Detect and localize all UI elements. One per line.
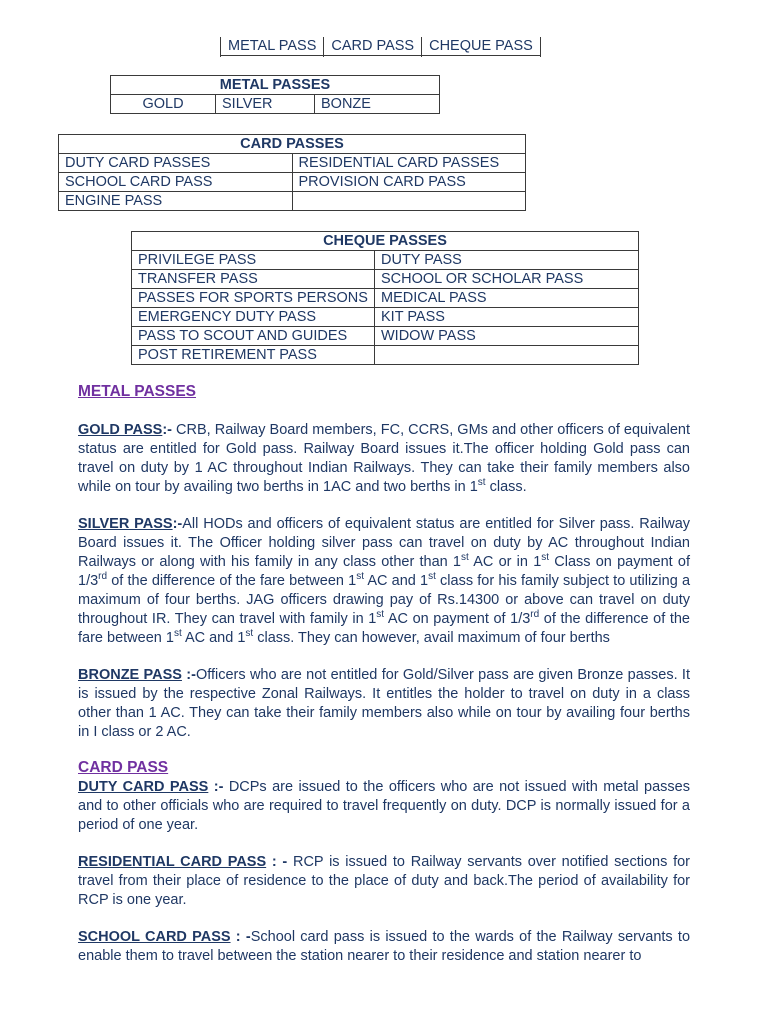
superscript: st	[477, 477, 486, 489]
text-run: Class on payment of 1/3	[78, 554, 691, 589]
superscript: st	[541, 552, 550, 564]
table-row	[111, 95, 440, 114]
paragraph-school-card-pass	[78, 928, 690, 966]
term-duty-card-pass: DUTY CARD PASS	[78, 779, 209, 795]
cheque-passes-table	[131, 231, 639, 365]
table-row	[132, 308, 639, 327]
text-run: class for his family subject to utilizing a maximum of four berths. JAG officers drawing pay of Rs.14300 or above can travel on duty throughout IR. They can travel with family in 1	[78, 573, 691, 627]
table-cell: MEDICAL PASS	[375, 289, 639, 308]
term-school-card-pass: SCHOOL CARD PASS	[78, 929, 231, 945]
superscript: st	[356, 571, 364, 583]
tab-row-underline	[220, 55, 541, 56]
text-run: AC and 1	[363, 573, 429, 589]
superscript: st	[428, 571, 436, 583]
superscript: st	[245, 628, 254, 640]
paragraph-silver-pass	[78, 515, 690, 648]
text-run: AC on payment of 1/3	[384, 611, 531, 627]
text-run: Officers who are not entitled for Gold/Silver pass are given Bronze passes. It is issued by the respective Zonal Railways. It entitles the holder to travel on duty in a class other than 1 AC. They can take their family members also while on tour by availing four berths in I class or 2 AC.	[78, 667, 690, 740]
table-row	[59, 173, 526, 192]
table-cell: DUTY PASS	[375, 251, 639, 270]
text-run: CRB, Railway Board members, FC, CCRS, GMs and other officers of equivalent status are entitled for Gold pass. Railway Board issues it.The officer holding Gold pass can travel on duty by 1 AC throughout Indian Railways. They can take their family members also while on tour by availing two berths in 1AC and two berths in 1	[78, 422, 690, 495]
metal-item-gold: GOLD	[111, 95, 216, 114]
tab-card-pass[interactable]: CARD PASS	[323, 37, 421, 57]
table-cell: KIT PASS	[375, 308, 639, 327]
table-cell: POST RETIREMENT PASS	[132, 346, 375, 365]
term-separator: : -	[230, 929, 251, 945]
superscript: st	[461, 552, 469, 564]
metal-table-title: METAL PASSES	[111, 76, 440, 95]
term-bronze-pass: BRONZE PASS	[78, 667, 182, 683]
text-run: All HODs and officers of equivalent status are entitled for Silver pass. Railway Board issues it. The Officer holding silver pass can travel on duty by AC throughout Indian Railways or along with his family in any class other than 1	[78, 516, 691, 570]
text-run: class.	[485, 479, 527, 495]
table-cell: SCHOOL CARD PASS	[59, 173, 293, 192]
table-row	[59, 192, 526, 211]
table-row	[132, 270, 639, 289]
table-row	[132, 251, 639, 270]
text-run: DCPs are issued to the officers who are not issued with metal passes and to other officials who are required to travel frequently on duty. DCP is normally issued for a period of one year.	[78, 779, 691, 833]
paragraph-residential-card-pass	[78, 853, 690, 910]
text-run: AC or in 1	[468, 554, 542, 570]
tab-cheque-pass[interactable]: CHEQUE PASS	[421, 37, 541, 57]
table-cell: TRANSFER PASS	[132, 270, 375, 289]
tab-metal-pass[interactable]: METAL PASS	[220, 37, 323, 57]
paragraph-duty-card-pass	[78, 778, 690, 835]
metal-item-bronze: BONZE	[315, 95, 440, 114]
table-cell: PROVISION CARD PASS	[292, 173, 526, 192]
table-cell: PASSES FOR SPORTS PERSONS	[132, 289, 375, 308]
term-residential-card-pass: RESIDENTIAL CARD PASS	[78, 854, 267, 870]
superscript: st	[376, 609, 385, 621]
pass-type-tab-row	[220, 37, 541, 57]
cheque-table-title: CHEQUE PASSES	[132, 232, 639, 251]
superscript: st	[173, 628, 182, 640]
table-row	[132, 327, 639, 346]
paragraph-bronze-pass	[78, 666, 690, 742]
table-row	[132, 289, 639, 308]
paragraph-gold-pass	[78, 421, 690, 497]
section-heading-metal-passes[interactable]: METAL PASSES	[78, 383, 196, 400]
table-cell: ENGINE PASS	[59, 192, 293, 211]
term-separator: : -	[266, 854, 288, 870]
term-gold-pass: GOLD PASS	[78, 422, 163, 438]
metal-passes-table	[110, 75, 440, 114]
table-cell	[375, 346, 639, 365]
superscript: rd	[530, 609, 540, 621]
card-table-title: CARD PASSES	[59, 135, 526, 154]
table-cell: PRIVILEGE PASS	[132, 251, 375, 270]
term-separator: :-	[208, 779, 224, 795]
table-row	[132, 346, 639, 365]
text-run: RCP is issued to Railway servants over notified sections for travel from their place of residence to the place of duty and back.The period of availability for RCP is one year.	[78, 854, 690, 908]
text-run: class. They can however, avail maximum of four berths	[253, 630, 610, 646]
table-cell: RESIDENTIAL CARD PASSES	[292, 154, 526, 173]
term-silver-pass: SILVER PASS	[78, 516, 173, 532]
text-run: School card pass is issued to the wards of the Railway servants to enable them to travel between the station nearer to their residence and station nearer to	[78, 929, 691, 964]
text-run: AC and 1	[181, 630, 246, 646]
term-separator: :-	[162, 422, 173, 438]
card-passes-table	[58, 134, 526, 211]
text-run: of the difference of the fare between 1	[107, 573, 357, 589]
document-body	[78, 382, 690, 966]
table-cell: EMERGENCY DUTY PASS	[132, 308, 375, 327]
superscript: rd	[98, 571, 108, 583]
table-cell: PASS TO SCOUT AND GUIDES	[132, 327, 375, 346]
metal-item-silver: SILVER	[216, 95, 315, 114]
section-heading-card-pass[interactable]: CARD PASS	[78, 759, 169, 776]
term-separator: :-	[181, 667, 196, 683]
table-cell: WIDOW PASS	[375, 327, 639, 346]
table-cell: DUTY CARD PASSES	[59, 154, 293, 173]
table-cell	[292, 192, 526, 211]
table-cell: SCHOOL OR SCHOLAR PASS	[375, 270, 639, 289]
table-row	[59, 154, 526, 173]
text-run: of the difference of the fare between 1	[78, 611, 691, 646]
term-separator: :-	[172, 516, 183, 532]
